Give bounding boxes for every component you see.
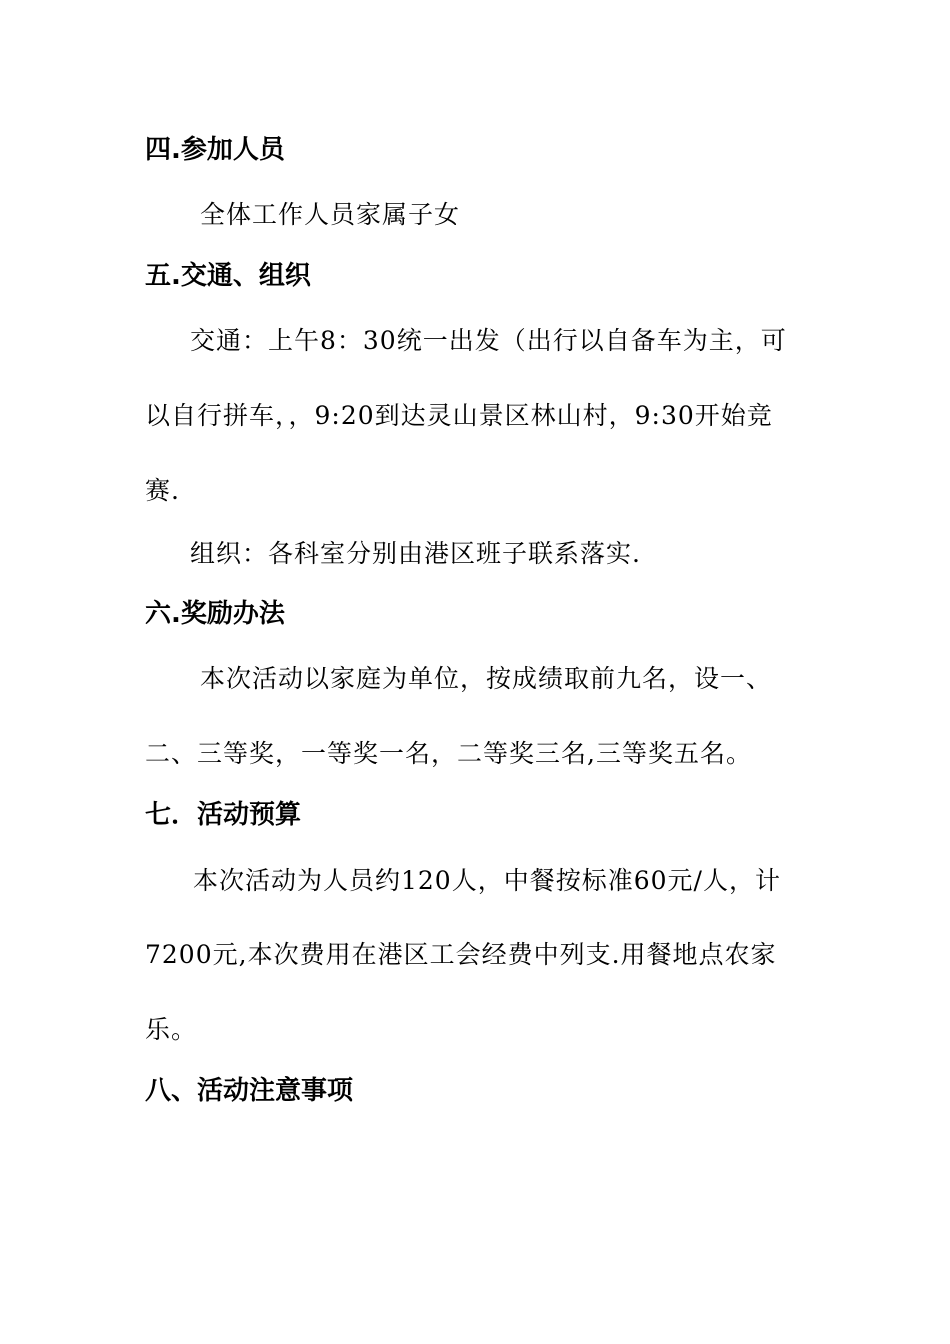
section-heading-awards: 六.奖励办法 [145, 599, 285, 629]
paragraph-line: 本次活动为人员约120人，中餐按标准60元/人，计 [193, 866, 781, 895]
paragraph-line: 组织：各科室分别由港区班子联系落实. [190, 539, 641, 568]
paragraph-line: 乐。 [145, 1015, 198, 1044]
paragraph-line: 本次活动以家庭为单位，按成绩取前九名，设一、 [200, 664, 773, 693]
paragraph-line: 二、三等奖，一等奖一名，二等奖三名,三等奖五名。 [145, 739, 752, 768]
section-heading-budget: 七．活动预算 [145, 800, 302, 830]
section-heading-participants: 四.参加人员 [145, 135, 285, 165]
paragraph-line: 7200元,本次费用在港区工会经费中列支.用餐地点农家 [145, 940, 777, 969]
paragraph-line: 以自行拼车，，9:20到达灵山景区林山村，9:30开始竞 [145, 401, 773, 430]
paragraph-line: 赛. [145, 476, 180, 505]
section-heading-notes: 八、活动注意事项 [145, 1076, 354, 1106]
section-heading-transport: 五.交通、组织 [145, 261, 311, 291]
paragraph-line: 全体工作人员家属子女 [200, 200, 461, 229]
paragraph-line: 交通：上午8：30统一出发（出行以自备车为主，可 [190, 326, 787, 355]
